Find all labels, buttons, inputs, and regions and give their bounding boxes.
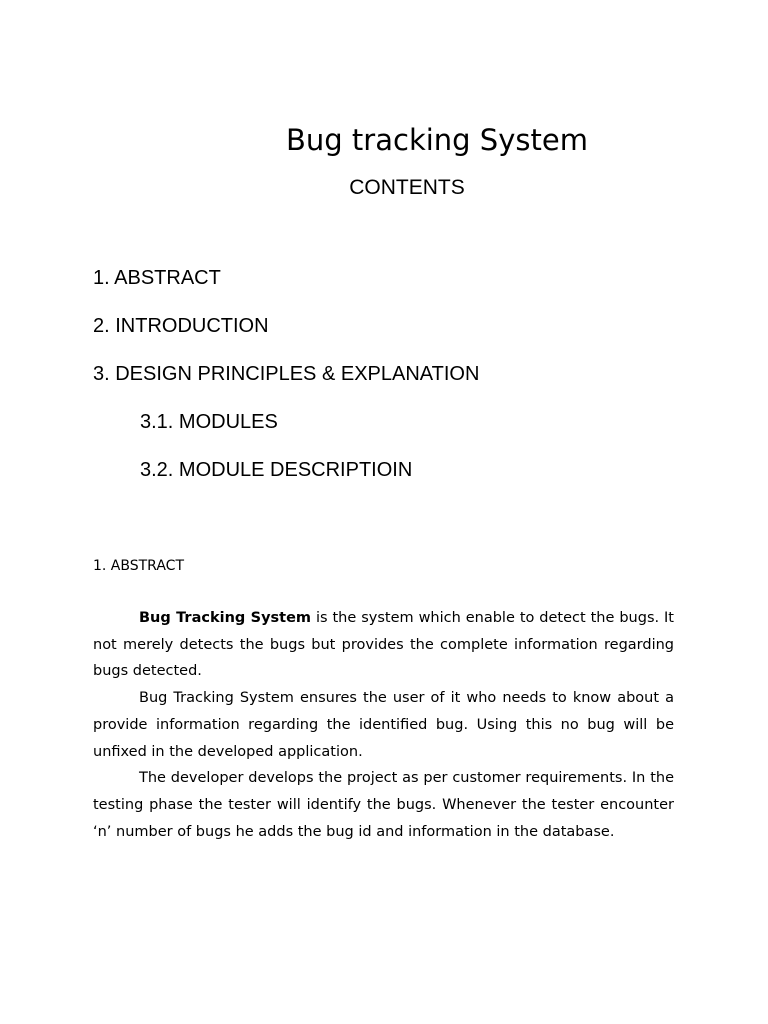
abstract-paragraph-text: is the system which enable to detect the bugs. It not merely detects the bugs but provides the complete information regarding bugs detected. [93,610,674,680]
toc-item-modules: 3.1. MODULES [140,411,278,433]
contents-heading: CONTENTS [349,176,465,199]
table-of-contents [93,264,479,504]
document-title: Bug tracking System [286,123,588,157]
abstract-lead-bold: Bug Tracking System [139,610,312,626]
abstract-paragraph: Bug Tracking System ensures the user of it who needs to know about a provide information regarding the identified bug. Using this no bug will be unfixed in the developed application. [93,690,674,760]
abstract-paragraph [93,605,674,685]
toc-item-module-description: 3.2. MODULE DESCRIPTIOIN [140,459,413,481]
toc-item-introduction: 2. INTRODUCTION [93,315,269,337]
abstract-paragraph: The developer develops the project as per customer requirements. In the testing phase the tester will identify the bugs. Whenever the tester encounter ‘n’ number of bugs he adds the bug id and information in the database. [93,770,674,840]
toc-item-design-principles: 3. DESIGN PRINCIPLES & EXPLANATION [93,363,480,385]
section-heading-abstract: 1. ABSTRACT [93,558,184,574]
abstract-body [93,605,674,845]
toc-item-abstract: 1. ABSTRACT [93,267,221,289]
